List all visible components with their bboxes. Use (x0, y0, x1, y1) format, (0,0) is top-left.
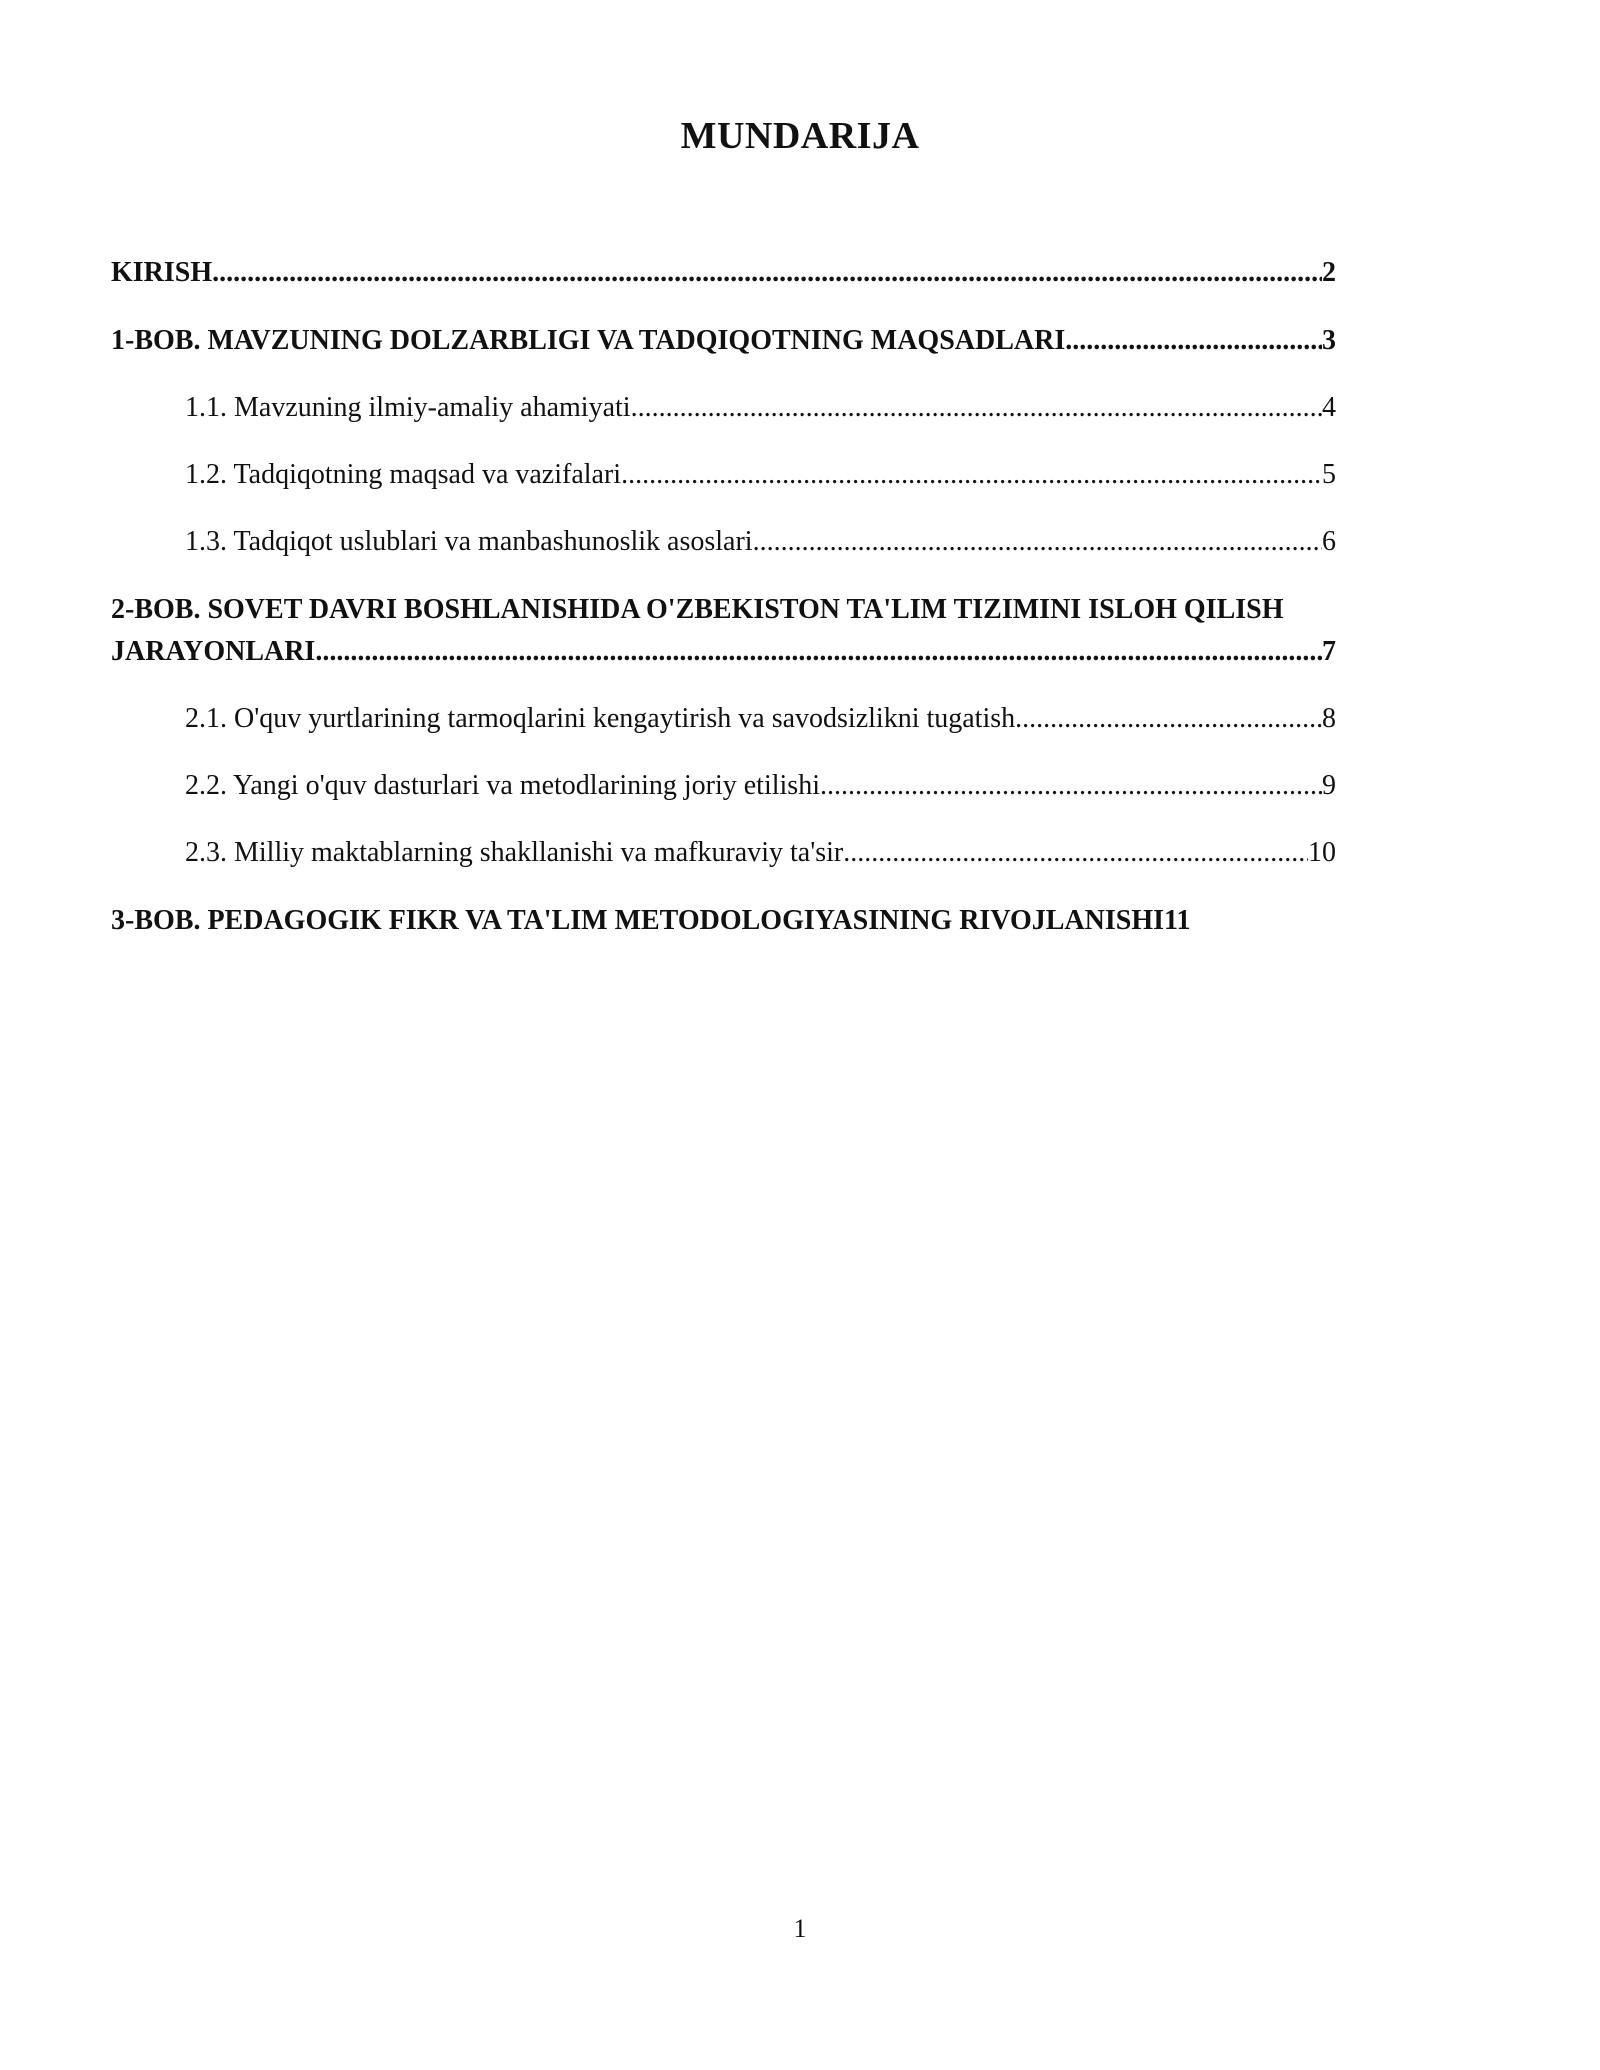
toc-leader-dots (753, 521, 1322, 563)
toc-entry-section-2-2[interactable] (111, 765, 1336, 807)
toc-page-number: 5 (1322, 459, 1336, 490)
toc-entry-label: 1-BOB. MAVZUNING DOLZARBLIGI VA TADQIQOTNING MAQSADLARI (111, 325, 1066, 356)
toc-page-number: 7 (1322, 636, 1336, 667)
toc-leader-dots (843, 832, 1308, 874)
toc-entry-label: 2.1. O'quv yurtlarining tarmoqlarini kengaytirish va savodsizlikni tugatish (185, 703, 1016, 734)
page-title: MUNDARIJA (680, 115, 920, 157)
toc-entry-label: KIRISH (111, 257, 213, 288)
toc-leader-dots (621, 454, 1322, 496)
toc-entry-chapter-2[interactable] (111, 589, 1336, 673)
toc-leader-dots (315, 631, 1322, 673)
toc-entry-section-2-1[interactable] (111, 698, 1336, 740)
toc-entry-section-2-3[interactable] (111, 832, 1336, 874)
toc-page-number: 11 (1164, 905, 1191, 936)
toc-leader-dots (820, 765, 1322, 807)
toc-entry-section-1-3[interactable] (111, 521, 1336, 563)
toc-page-number: 8 (1322, 703, 1336, 734)
toc-leader-dots (631, 387, 1322, 429)
toc-page-number: 10 (1308, 837, 1336, 868)
toc-entry-label: 2.2. Yangi o'quv dasturlari va metodlarining joriy etilishi (185, 770, 820, 801)
toc-page-number: 2 (1322, 257, 1336, 288)
toc-page-number: 6 (1322, 526, 1336, 557)
toc-page-number: 3 (1322, 325, 1336, 356)
toc-entry-section-1-2[interactable] (111, 454, 1336, 496)
toc-leader-dots (1065, 320, 1322, 362)
table-of-contents (111, 252, 1336, 942)
toc-entry-label-line-1: 2-BOB. SOVET DAVRI BOSHLANISHIDA O'ZBEKISTON TA'LIM TIZIMINI ISLOH QILISH (111, 594, 1284, 625)
toc-entry-label: 2.3. Milliy maktablarning shakllanishi va mafkuraviy ta'sir (185, 837, 844, 868)
toc-entry-label: 1.2. Tadqiqotning maqsad va vazifalari (185, 459, 622, 490)
toc-entry-chapter-1[interactable] (111, 320, 1336, 362)
toc-entry-label: 1.3. Tadqiqot uslublari va manbashunoslik asoslari (185, 526, 753, 557)
toc-entry-label-line-2: JARAYONLARI (111, 636, 316, 667)
toc-page-number: 4 (1322, 392, 1336, 423)
toc-leader-dots (212, 252, 1322, 294)
toc-entry-label: 1.1. Mavzuning ilmiy-amaliy ahamiyati (185, 392, 631, 423)
toc-page-number: 9 (1322, 770, 1336, 801)
toc-entry-kirish[interactable] (111, 252, 1336, 294)
toc-entry-section-1-1[interactable] (111, 387, 1336, 429)
toc-entry-label-line-2-row (111, 631, 1336, 673)
toc-entry-chapter-3[interactable] (111, 900, 1336, 942)
toc-entry-label: 3-BOB. PEDAGOGIK FIKR VA TA'LIM METODOLOGIYASINING RIVOJLANISHI (111, 905, 1165, 936)
toc-leader-dots (1015, 698, 1322, 740)
page-number: 1 (793, 1914, 807, 1943)
